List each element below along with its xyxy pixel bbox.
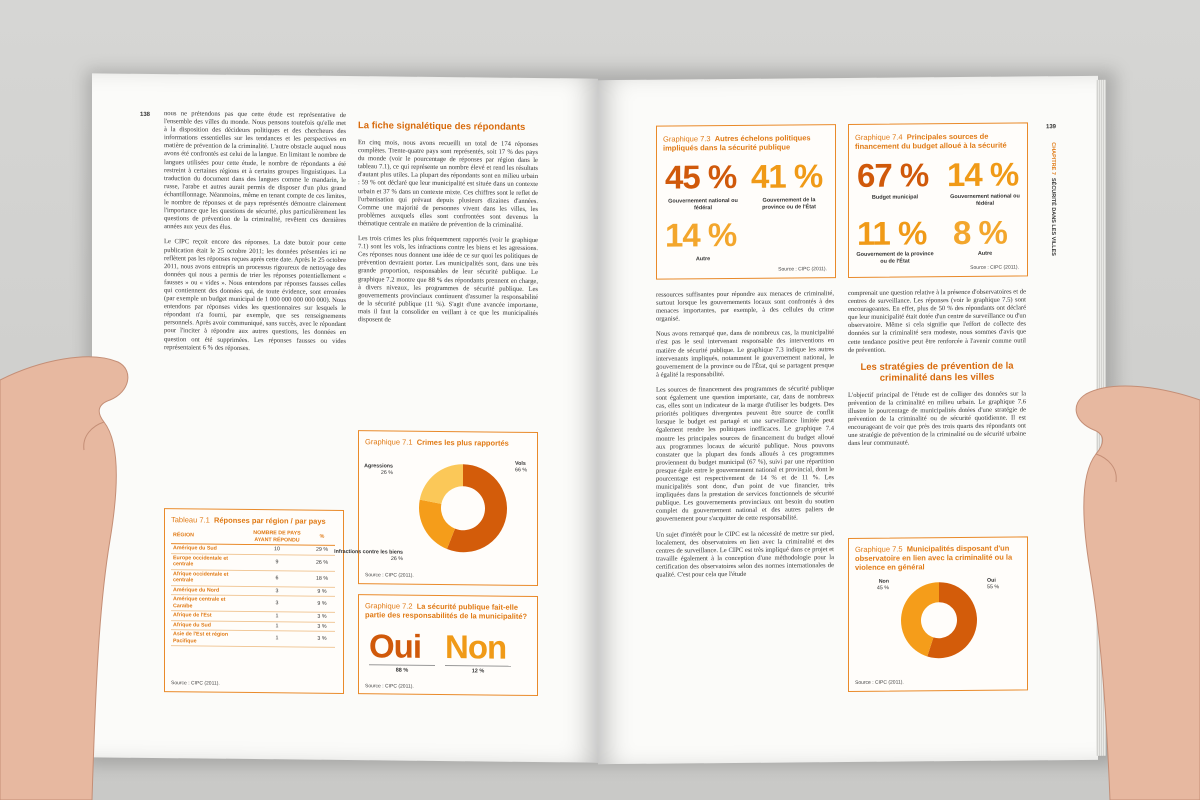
left-hand [0, 340, 140, 800]
slice-label: Non [878, 578, 889, 585]
table-cell-region: Europe occidentale et centrale [171, 553, 245, 570]
section-heading: Les stratégies de prévention de la criminalité dans les villes [860, 360, 1014, 384]
graph-title-text: Crimes les plus rapportés [416, 437, 509, 448]
region-table [171, 528, 335, 648]
divider [445, 665, 511, 667]
table-cell-count: 3 [245, 595, 309, 612]
graph-source: Source : CIPC (2011). [855, 679, 904, 686]
right-col2 [848, 288, 1026, 455]
stat-value: 11 % [857, 214, 927, 252]
table-cell-region: Afrique occidentale et centrale [171, 569, 245, 586]
table-label: Tableau 7.1 [171, 515, 210, 525]
graph-label: Graphique 7.4 [855, 132, 903, 142]
table-cell-percent: 3 % [309, 631, 335, 647]
table-cell-percent: 26 % [309, 555, 335, 571]
right-col1 [656, 290, 834, 587]
graph-title [855, 543, 1021, 571]
table-title [171, 515, 337, 526]
graph-source: Source : CIPC (2011). [778, 266, 827, 273]
stat-caption: Autre [977, 250, 993, 257]
graph-label: Graphique 7.2 [365, 601, 413, 611]
table-cell-region: Asie de l'Est et région Pacifique [171, 630, 245, 647]
stat-value: 14 % [665, 215, 737, 254]
table-header: % [309, 530, 335, 546]
table-cell-count: 1 [245, 611, 309, 621]
table-row [171, 553, 335, 571]
right-hand [1050, 370, 1200, 800]
graph-7-5-box [848, 536, 1028, 692]
graph-source: Source : CIPC (2011). [365, 683, 414, 690]
donut-slice-infractions-contre-les-biens [420, 464, 463, 504]
table-cell-percent: 29 % [309, 545, 335, 555]
table-cell-percent: 3 % [309, 612, 335, 622]
slice-value: 66 % [515, 467, 528, 474]
left-col2 [358, 120, 538, 333]
paragraph: L'objectif principal de l'étude est de colliger des données sur la prévention de la criminalité en milieu urbain. Le graphique 7.6 illustre le pourcentage de municipalités dotées d'une stratégie de prévention de la criminalité ou de sécurité quotidienne. Il est encourageant de voir que près des trois quarts des répondants ont une stratégie de prévention de la criminalité ou de sécurité urbaine dans leur communauté. [848, 390, 1026, 448]
oui-value: Oui [369, 627, 421, 665]
table-cell-count: 10 [245, 544, 309, 554]
table-cell-count: 9 [245, 554, 309, 571]
slice-value: 55 % [987, 584, 1000, 591]
section-heading: La fiche signalétique des répondants [358, 120, 526, 133]
table-header: NOMBRE DE PAYS AYANT RÉPONDU [245, 529, 309, 545]
graph-label: Graphique 7.1 [365, 437, 413, 447]
non-pct: 12 % [471, 668, 485, 675]
graph-label: Graphique 7.3 [663, 134, 711, 144]
stat-caption: Gouvernement national ou fédéral [668, 197, 738, 211]
table-title-text: Réponses par région / par pays [213, 515, 326, 526]
table-header: RÉGION [171, 528, 245, 544]
stat-caption: Gouvernement de la province ou de l'État [762, 197, 816, 211]
graph-7-3-box [656, 124, 836, 280]
non-value: Non [445, 628, 507, 666]
oui-pct: 88 % [395, 667, 409, 674]
slice-label: Oui [987, 577, 996, 584]
graph-source: Source : CIPC (2011). [365, 572, 414, 579]
graph-title [663, 133, 829, 152]
donut-slice-agressions [419, 500, 455, 550]
table-cell-percent: 3 % [309, 622, 335, 632]
graph-title-text: Municipalités disposant d'un observatoire en lien avec la criminalité ou la violence en général [855, 543, 1013, 572]
table-source: Source : CIPC (2011). [171, 680, 220, 687]
table-7-1-box [164, 508, 344, 694]
graph-title-text: La sécurité publique fait-elle partie des responsabilités de la municipalité? [365, 601, 528, 621]
slice-label: Vols [515, 460, 526, 467]
donut-chart-7-1 [334, 449, 537, 575]
table-row [171, 595, 335, 613]
chapter-label: CHAPITRE 7 [1050, 142, 1056, 175]
slice-value: 45 % [876, 585, 889, 592]
graph-label: Graphique 7.5 [855, 544, 903, 554]
stat-value: 8 % [953, 213, 1007, 252]
divider [369, 664, 435, 666]
right-page [598, 76, 1098, 764]
graph-title [365, 437, 531, 448]
page-number-right: 139 [1046, 124, 1057, 131]
stat-value: 14 % [947, 155, 1019, 194]
chapter-running-head [1050, 142, 1056, 256]
table-cell-region: Afrique de l'Est [171, 611, 245, 621]
slice-label: Agressions [364, 463, 393, 470]
page-number-left: 138 [140, 111, 151, 118]
paragraph: Le CIPC reçoit encore des réponses. La date butoir pour cette publication était le 25 octobre 2011; les données présentées ici ne reflètent pas les réponses reçues après cette date. Après le 25 octobre 2011, nous avons entrepris un processus rigoureux de nettoyage des données qui nous a permis de trier les réponses potentiellement « fausses » ou « vides ». Nous entendons par réponses fausses celles qui contiennent des données qui, de toute évidence, sont erronées (par exemple un budget municipal de 1 000 000 000 000 000). Nous entendons par réponses vides les questionnaires sur lesquels le répondant n'a fourni, par exemple, que ses renseignements personnels. Après avoir communiqué, sans succès, avec le répondant pour l'inciter à répondre aux autres questions, les données en question ont été supprimées. Les réponses fausses ou vides représentaient 6 % des réponses. [164, 238, 346, 352]
paragraph: comprenait une question relative à la présence d'observatoires et de centres de surveillance. Les réponses (voir le graphique 7.5) sont encourageantes. En effet, plus de 50 % des répondants ont déclaré que leur municipalité était dotée d'un centre de surveillance ou d'un observatoire. Même si cela signifie que l'effort de collecte des données sur la criminalité sera modeste, nous sommes d'avis que cette tendance positive peut être renforcée à l'avenir comme outil de prévention. [848, 288, 1026, 354]
table-cell-count: 1 [245, 621, 309, 631]
table-cell-count: 1 [245, 630, 309, 647]
paragraph: Un sujet d'intérêt pour le CIPC est la nécessité de mettre sur pied, localement, des observatoires en lien avec la criminalité et des centres de surveillance. Le CIPC est très impliqué dans ce projet et travaille également à la conception d'une méthodologie pour la certification des observatoires selon des normes internationales de qualité. C'est pour cela que l'étude [656, 529, 834, 579]
stat-value: 41 % [751, 157, 823, 195]
paragraph: Les sources de financement des programmes de sécurité publique sont également une question importante, car, dans de nombreux cas, elles sont un indicateur de la marge d'utiliser les budgets. Des priorités politiques divergentes peuvent être source de conflit lorsque le budget est partagé et une surveillance limitée peut également rendre les politiques inefficaces. Le graphique 7.4 montre les principales sources de financement du budget alloué aux programmes locaux de sécurité publique. Nous pouvons constater que la plupart des fonds alloués à ces programmes proviennent du budget municipal (67 %), suivi par une répartition presque égale entre le gouvernement national et provincial, dont le pourcentage est respectivement de 14 % et de 11 %. Les municipalités sont donc, d'un point de vue financier, très impliquées dans la prestation de services fonctionnels de sécurité publique. Les gouvernements provinciaux ont besoin du soutien complet du gouvernement national et des autres paliers de gouvernement pour s'acquitter de cette responsabilité. [656, 385, 834, 524]
graph-source: Source : CIPC (2011). [970, 264, 1019, 271]
table-cell-count: 6 [245, 570, 309, 587]
table-row [171, 569, 335, 587]
stat-value: 45 % [665, 157, 737, 196]
stat-value: 67 % [857, 156, 929, 194]
table-cell-percent: 9 % [309, 596, 335, 612]
stat-caption: Gouvernement national ou fédéral [950, 193, 1020, 207]
slice-value: 26 % [390, 555, 403, 563]
stat-caption: Autre [695, 256, 711, 263]
table-cell-region: Amérique du Sud [171, 544, 245, 554]
left-page [92, 73, 598, 762]
stat-caption: Budget municipal [871, 194, 919, 201]
graph-title [855, 131, 1021, 150]
table-cell-region: Amérique du Nord [171, 585, 245, 595]
slice-label: Infractions contre les biens [334, 548, 403, 556]
paragraph: nous ne prétendons pas que cette étude est représentative de l'ensemble des villes du monde. Nous pensons toutefois qu'elle met à la disposition des décideurs politiques et des chercheurs des informations essentielles sur les tendances et les perspectives en matière de prévention de la criminalité. L'autre obstacle auquel nous avons été confrontés est celui de la langue. En limitant le nombre de langues utilisées pour cette étude, le nombre de répondants a été restreint à certaines régions et à certains groupes linguistiques. La traduction du document dans des langues comme le mandarin, le russe, l'arabe et autres aurait permis de disposer d'un plus grand échantillonnage. Néanmoins, même en tenant compte de ces limites, le nombre de réponses et de pays représentés démontre clairement l'importance que les questions de sécurité, plus particulièrement les questions de prévention de la criminalité, revêtent ces dernières années aux yeux des élus. [164, 110, 346, 232]
slice-value: 26 % [380, 469, 393, 477]
graph-7-1-box [334, 430, 538, 586]
table-cell-count: 3 [245, 586, 309, 596]
paragraph: Les trois crimes les plus fréquemment rapportés (voir le graphique 7.1) sont les vols, les infractions contre les biens et les agressions. Ces réponses nous donnent une idée de ce sur quoi les politiques de prévention devraient porter. Les municipalités sont, dans une très grande proportion, responsables de leur sécurité publique. Le graphique 7.2 montre que 88 % des répondants prennent en charge, à divers niveaux, les programmes de sécurité publique. Les gouvernements provinciaux continuent d'assumer la responsabilité de la sécurité publique (11 %). S'agit d'une avancée importante, mais il faut la consolider en veillant à ce que les municipalités disposent de [358, 235, 538, 324]
paragraph: Nous avons remarqué que, dans de nombreux cas, la municipalité n'est pas le seul intervenant responsable des interventions en matière de sécurité publique. Le graphique 7.3 indique les autres intervenants impliqués, notamment le gouvernement national, le gouvernement de la province ou de l'État, qui se partagent presque à égalité la responsabilité. [656, 329, 834, 379]
graph-title-text: Autres échelons politiques impliqués dans la sécurité publique [663, 133, 811, 153]
chapter-title: SÉCURITÉ DANS LES VILLES [1050, 177, 1056, 256]
table-cell-region: Amérique centrale et Caraïbe [171, 595, 245, 612]
table-cell-region: Afrique du Sud [171, 620, 245, 630]
graph-7-2-box [358, 594, 538, 696]
graph-7-4-box [848, 122, 1028, 278]
table-cell-percent: 18 % [309, 571, 335, 587]
graph-title-text: Principales sources de financement du budget alloué à la sécurité [855, 131, 1007, 151]
donut-chart-7-5 [849, 569, 1027, 683]
stat-caption: Gouvernement de la province ou de l'État [856, 251, 934, 265]
left-col1 [164, 110, 346, 361]
table-row [171, 630, 335, 648]
paragraph: ressources suffisantes pour répondre aux menaces de criminalité, surtout lorsque les gouvernements locaux sont confrontés à des menaces importantes, par exemple, à des cellules du crime organisé. [656, 290, 834, 323]
graph-title [365, 601, 531, 621]
paragraph: En cinq mois, nous avons recueilli un total de 174 réponses complètes. Trente-quatre pays sont représentés, soit 17 % des pays du monde (voir le pourcentage de réponses par région dans le tableau 7.1), ce qui représente un nombre élevé et rend les résultats d'autant plus utiles. La plupart des répondants sont en milieu urbain : 59 % ont déclaré que leur municipalité est située dans un contexte urbain et 37 % dans un contexte mixte. Ces chiffres sont le reflet de l'urbanisation qui prévaut depuis plusieurs dizaines d'années. Comme une majorité de personnes vivent dans les villes, les problèmes auxquels elles sont confrontées sont devenus la thématique centrale en matière de prévention de la criminalité. [358, 139, 538, 229]
table-cell-percent: 9 % [309, 587, 335, 597]
